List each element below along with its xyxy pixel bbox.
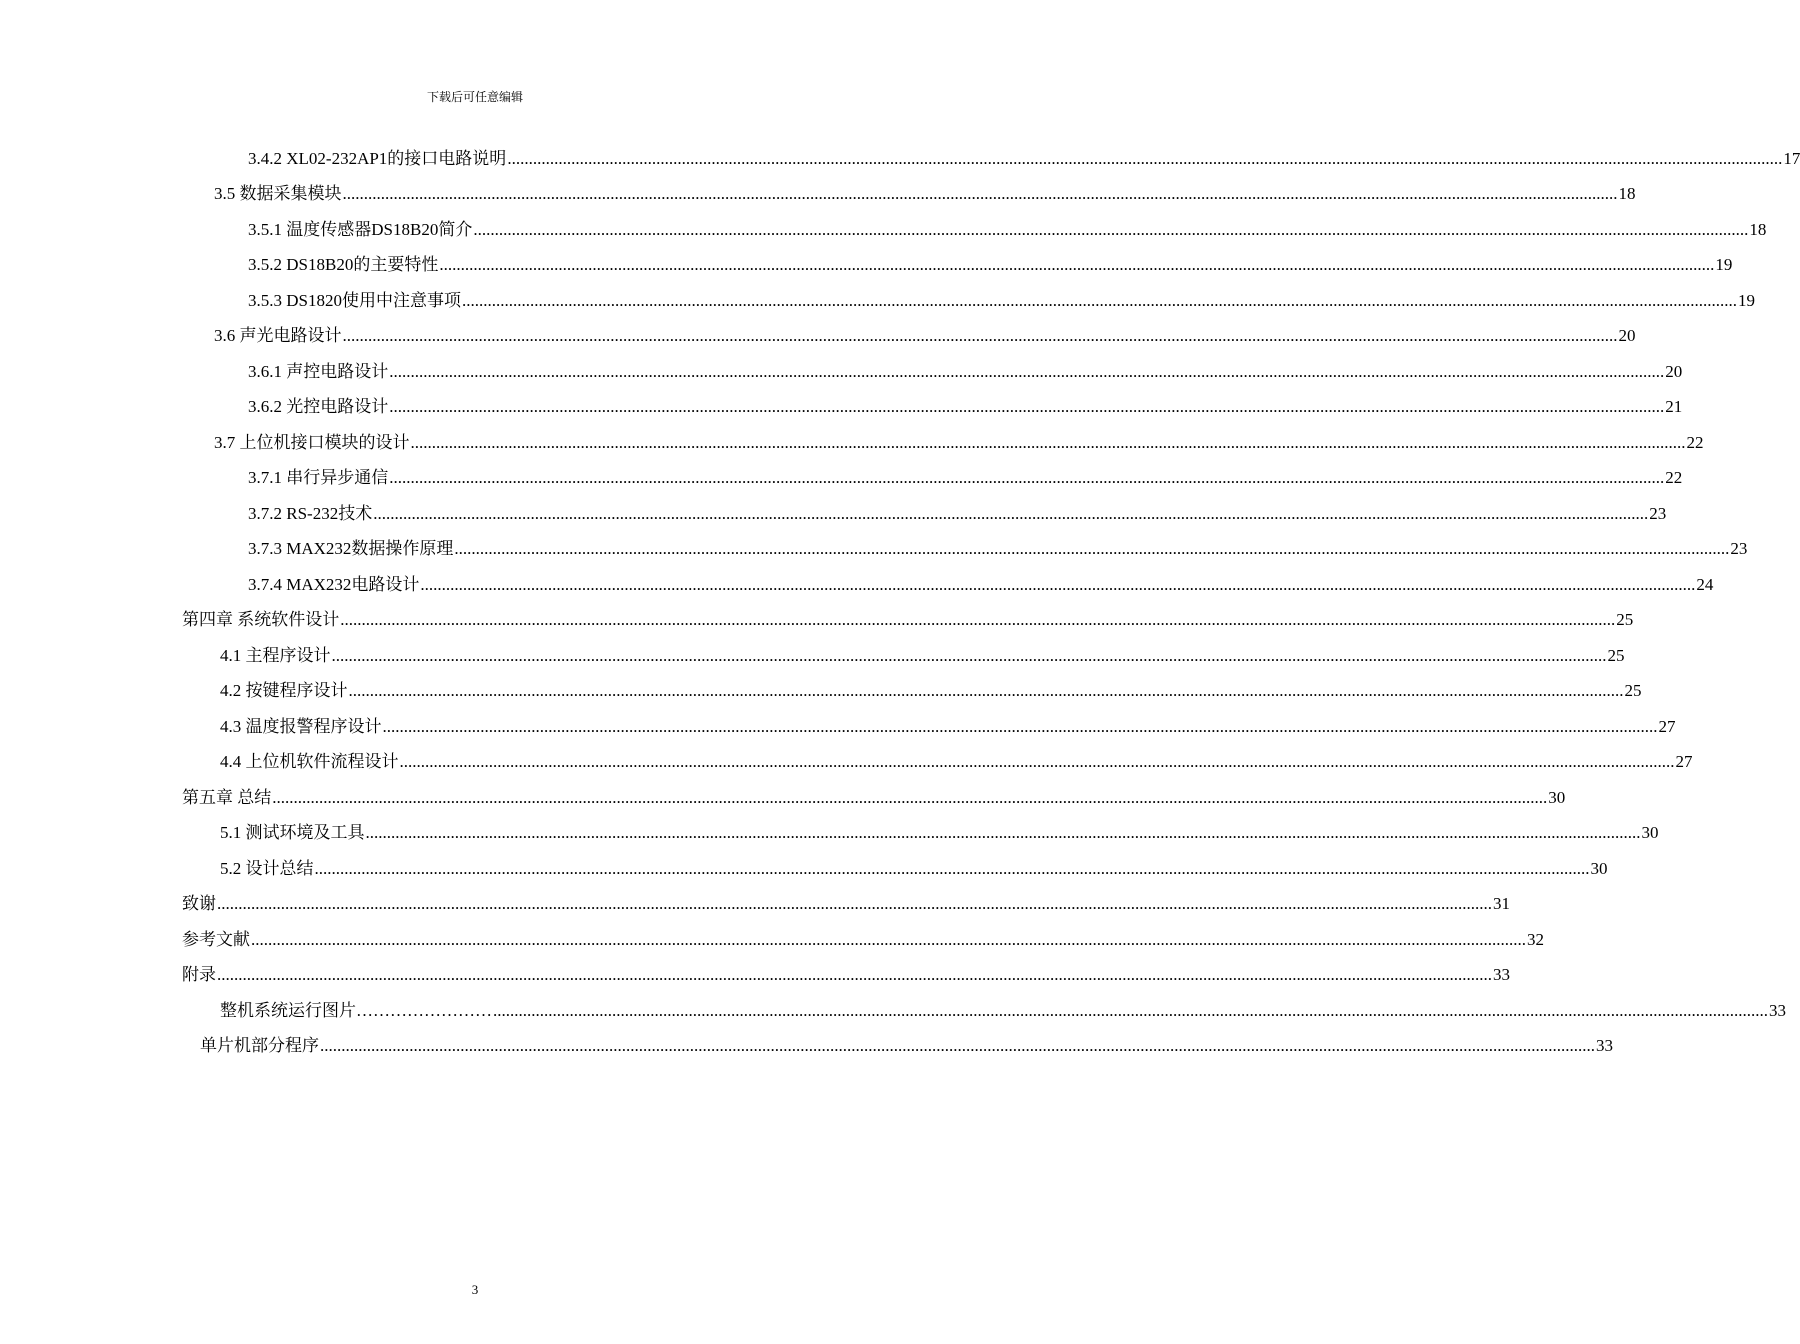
toc-leader-dots: ............................................................................................................................................................................................................................................................................................................	[389, 468, 1665, 487]
toc-entry-title: 3.5.2 DS18B20的主要特性	[248, 255, 439, 274]
toc-entry-title: 3.6.2 光控电路设计	[248, 397, 389, 416]
toc-leader-dots: ............................................................................................................................................................................................................................................................................................................	[389, 397, 1665, 416]
toc-entry-title: 3.5.3 DS1820使用中注意事项	[248, 291, 461, 310]
toc-entry-page: 27	[1675, 752, 1693, 771]
toc-entry-title: 4.2 按键程序设计	[220, 681, 348, 700]
toc-entry-title: 3.6 声光电路设计	[214, 326, 342, 345]
toc-entry[interactable]	[248, 218, 1767, 242]
toc-entry[interactable]	[214, 324, 1636, 348]
toc-leader-dots: ............................................................................................................................................................................................................................................................................................................	[382, 717, 1658, 736]
toc-entry-page: 30	[1641, 823, 1659, 842]
toc-entry-title: 3.5.1 温度传感器DS18B20简介	[248, 220, 473, 239]
toc-leader-dots: ............................................................................................................................................................................................................................................................................................................	[399, 752, 1675, 771]
toc-entry[interactable]	[182, 963, 1510, 987]
toc-entry[interactable]	[220, 679, 1642, 703]
toc-entry-title: 整机系统运行图片……………………	[220, 1001, 492, 1020]
toc-entry-title: 5.2 设计总结	[220, 859, 314, 878]
page-header: 下载后可任意编辑	[426, 90, 523, 104]
toc-entry-page: 33	[1596, 1036, 1613, 1055]
toc-entry-page: 20	[1618, 326, 1636, 345]
toc-entry[interactable]	[248, 573, 1714, 597]
toc-entry-title: 3.7 上位机接口模块的设计	[214, 433, 410, 452]
toc-entry[interactable]	[220, 857, 1608, 881]
toc-entry[interactable]	[182, 928, 1544, 952]
toc-entry[interactable]	[220, 715, 1676, 739]
toc-entry-page: 31	[1493, 894, 1510, 913]
toc-entry[interactable]	[220, 644, 1625, 668]
toc-entry[interactable]	[214, 182, 1636, 206]
toc-leader-dots: ............................................................................................................................................................................................................................................................................................................	[365, 823, 1641, 842]
toc-entry-title: 参考文献	[182, 930, 250, 949]
toc-leader-dots: ............................................................................................................................................................................................................................................................................................................	[348, 681, 1624, 700]
toc-entry-title: 5.1 测试环境及工具	[220, 823, 365, 842]
toc-entry-page: 32	[1527, 930, 1544, 949]
toc-leader-dots: ............................................................................................................................................................................................................................................................................................................	[331, 646, 1607, 665]
toc-leader-dots: ............................................................................................................................................................................................................................................................................................................	[493, 1001, 1768, 1020]
page-number: 3	[471, 1282, 479, 1297]
toc-entry-page: 23	[1730, 539, 1748, 558]
toc-entry-title: 3.7.3 MAX232数据操作原理	[248, 539, 454, 558]
toc-entry-title: 第五章 总结	[182, 788, 272, 807]
toc-leader-dots: ............................................................................................................................................................................................................................................................................................................	[373, 504, 1649, 523]
toc-leader-dots: ............................................................................................................................................................................................................................................................................................................	[461, 291, 1737, 310]
toc-entry[interactable]	[182, 892, 1510, 916]
toc-entry-page: 33	[1493, 965, 1510, 984]
toc-entry-page: 30	[1548, 788, 1566, 807]
toc-leader-dots: ............................................................................................................................................................................................................................................................................................................	[314, 859, 1590, 878]
toc-entry[interactable]	[248, 289, 1755, 313]
toc-entry-title: 3.5 数据采集模块	[214, 184, 342, 203]
toc-entry-page: 20	[1665, 362, 1683, 381]
toc-entry[interactable]	[248, 360, 1683, 384]
toc-leader-dots: ............................................................................................................................................................................................................................................................................................................	[410, 433, 1686, 452]
toc-entry-title: 3.7.2 RS-232技术	[248, 504, 373, 523]
toc-entry[interactable]	[248, 537, 1748, 561]
toc-entry-page: 24	[1696, 575, 1714, 594]
toc-leader-dots: ............................................................................................................................................................................................................................................................................................................	[342, 184, 1618, 203]
toc-leader-dots: ............................................................................................................................................................................................................................................................................................................	[420, 575, 1696, 594]
toc-leader-dots: ............................................................................................................................................................................................................................................................................................................	[389, 362, 1665, 381]
toc-entry-title: 致谢	[182, 894, 216, 913]
toc-leader-dots: ............................................................................................................................................................................................................................................................................................................	[439, 255, 1715, 274]
toc-leader-dots: ............................................................................................................................................................................................................................................................................................................	[340, 610, 1616, 629]
toc-leader-dots: ............................................................................................................................................................................................................................................................................................................	[217, 965, 1492, 984]
toc-entry-page: 27	[1658, 717, 1676, 736]
toc-entry[interactable]	[248, 147, 1800, 171]
toc-entry-title: 4.4 上位机软件流程设计	[220, 752, 399, 771]
toc-entry[interactable]	[248, 502, 1667, 526]
toc-entry-title: 3.7.1 串行异步通信	[248, 468, 389, 487]
toc-entry-page: 33	[1769, 1001, 1786, 1020]
toc-entry-page: 17	[1783, 149, 1800, 168]
toc-entry-page: 25	[1616, 610, 1634, 629]
toc-leader-dots: ............................................................................................................................................................................................................................................................................................................	[272, 788, 1548, 807]
toc-entry[interactable]	[248, 253, 1733, 277]
toc-entry-page: 30	[1590, 859, 1608, 878]
toc-entry-title: 3.7.4 MAX232电路设计	[248, 575, 420, 594]
toc-entry-page: 22	[1665, 468, 1683, 487]
toc-entry-title: 单片机部分程序	[200, 1036, 319, 1055]
toc-entry-page: 22	[1686, 433, 1704, 452]
toc-entry[interactable]	[248, 395, 1683, 419]
toc-leader-dots: ............................................................................................................................................................................................................................................................................................................	[454, 539, 1730, 558]
toc-entry-page: 25	[1607, 646, 1625, 665]
toc-leader-dots: ............................................................................................................................................................................................................................................................................................................	[320, 1036, 1595, 1055]
toc-entry-title: 4.3 温度报警程序设计	[220, 717, 382, 736]
toc-entry-title: 3.6.1 声控电路设计	[248, 362, 389, 381]
toc-entry[interactable]	[200, 1034, 1613, 1058]
toc-leader-dots: ............................................................................................................................................................................................................................................................................................................	[217, 894, 1492, 913]
toc-entry-page: 19	[1715, 255, 1733, 274]
toc-entry-title: 3.4.2 XL02-232AP1的接口电路说明	[248, 149, 507, 168]
toc-entry-title: 4.1 主程序设计	[220, 646, 331, 665]
toc-entry-title: 附录	[182, 965, 216, 984]
toc-entry-title: 第四章 系统软件设计	[182, 610, 340, 629]
toc-entry-page: 23	[1649, 504, 1667, 523]
toc-entry[interactable]	[214, 431, 1704, 455]
toc-entry-page: 18	[1749, 220, 1767, 239]
toc-entry[interactable]	[220, 750, 1693, 774]
toc-entry-page: 18	[1618, 184, 1636, 203]
toc-entry[interactable]	[220, 821, 1659, 845]
toc-leader-dots: ............................................................................................................................................................................................................................................................................................................	[473, 220, 1749, 239]
toc-leader-dots: ............................................................................................................................................................................................................................................................................................................	[507, 149, 1783, 168]
toc-entry[interactable]	[182, 608, 1634, 632]
toc-entry[interactable]	[248, 466, 1683, 490]
toc-entry-page: 21	[1665, 397, 1683, 416]
toc-leader-dots: ............................................................................................................................................................................................................................................................................................................	[251, 930, 1526, 949]
toc-entry[interactable]	[220, 999, 1786, 1023]
toc-leader-dots: ............................................................................................................................................................................................................................................................................................................	[342, 326, 1618, 345]
toc-entry-page: 19	[1737, 291, 1755, 310]
toc-entry[interactable]	[182, 786, 1566, 810]
toc-entry-page: 25	[1624, 681, 1642, 700]
